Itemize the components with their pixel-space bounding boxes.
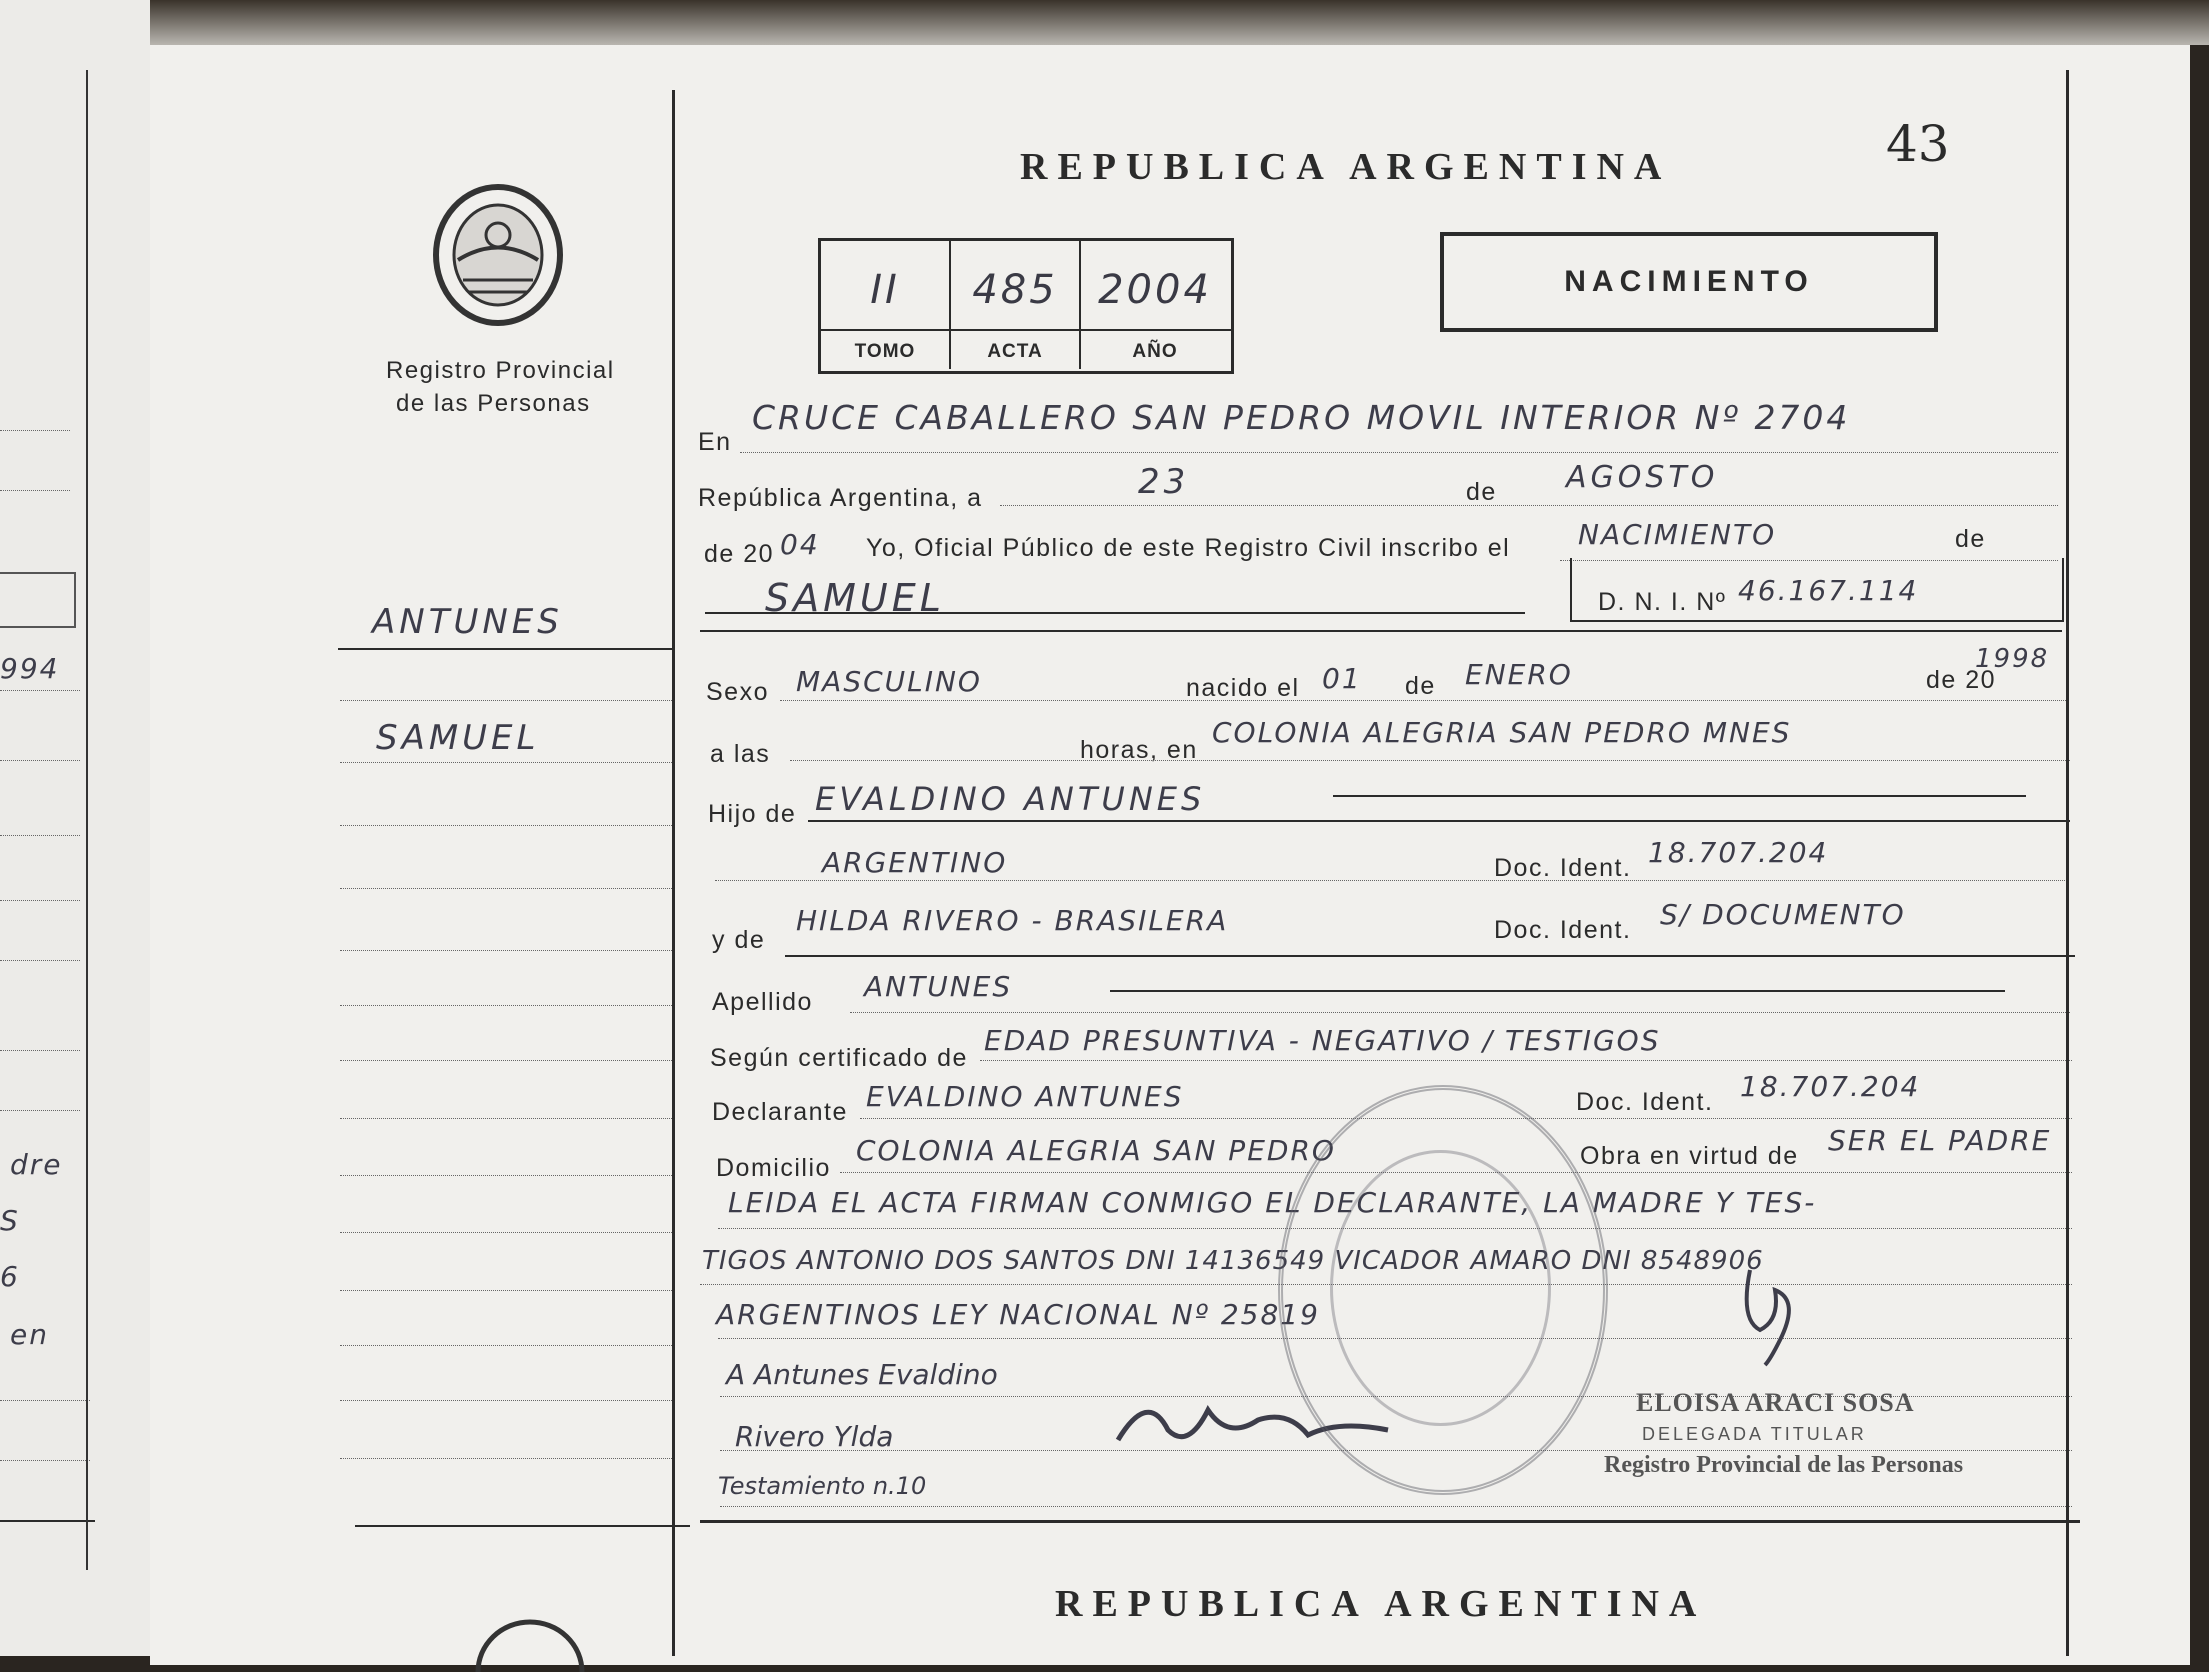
official-seal-inner	[1330, 1150, 1551, 1426]
horas-label: horas, en	[1080, 736, 1198, 764]
domicilio-label: Domicilio	[716, 1154, 831, 1182]
acta-label: ACTA	[987, 341, 1043, 362]
left-snippet-4: 6	[0, 1260, 20, 1293]
declarante-doc-value: 18.707.204	[1740, 1070, 1921, 1103]
record-type-box: NACIMIENTO	[1440, 232, 1938, 332]
margin-given-name: SAMUEL	[376, 718, 540, 758]
tomo-value: II	[870, 267, 900, 313]
background-top	[0, 0, 2209, 45]
province-crest-icon-bottom	[470, 1612, 590, 1672]
registry-line2: de las Personas	[396, 390, 591, 417]
sexo-label: Sexo	[706, 678, 769, 706]
signature-1: A Antunes Evaldino	[726, 1358, 998, 1391]
official-role: DELEGADA TITULAR	[1642, 1424, 1867, 1444]
birth-year-label: de 20	[1926, 666, 1997, 694]
mother-value: HILDA RIVERO - BRASILERA	[796, 904, 1229, 937]
father-value: EVALDINO ANTUNES	[815, 780, 1206, 818]
event-value: NACIMIENTO	[1578, 518, 1777, 551]
ano-label: AÑO	[1132, 341, 1178, 362]
year-value: 04	[780, 528, 820, 561]
en-label: En	[698, 428, 732, 456]
domicilio-value: COLONIA ALEGRIA SAN PEDRO	[856, 1134, 1336, 1167]
official-org: Registro Provincial de las Personas	[1604, 1452, 1964, 1478]
acta-value: 485	[972, 267, 1058, 313]
birth-place-value: COLONIA ALEGRIA SAN PEDRO MNES	[1212, 716, 1792, 749]
doc-label-2: Doc. Ident.	[1494, 916, 1632, 944]
nacido-label: nacido el	[1186, 674, 1300, 702]
left-snippet-5: en	[10, 1318, 49, 1351]
note-line-3: ARGENTINOS LEY NACIONAL Nº 25819	[716, 1298, 1320, 1331]
birth-year-value: 1998	[1975, 644, 2050, 674]
place-value: CRUCE CABALLERO SAN PEDRO MOVIL INTERIOR Nº 2704	[752, 398, 1851, 437]
mother-doc-value: S/ DOCUMENTO	[1660, 898, 1906, 931]
left-snippet-2: dre	[10, 1148, 63, 1181]
page-number: 43	[1886, 115, 1950, 173]
oficial-text: Yo, Oficial Público de este Registro Civil inscribo el	[866, 534, 1511, 562]
yde-label: y de	[712, 926, 766, 954]
left-snippet-3: S	[0, 1204, 20, 1237]
segun-value: EDAD PRESUNTIVA - NEGATIVO / TESTIGOS	[984, 1024, 1661, 1057]
official-name: ELOISA ARACI SOSA	[1636, 1388, 1915, 1417]
dni-value: 46.167.114	[1738, 574, 1919, 607]
father-nationality: ARGENTINO	[822, 846, 1008, 879]
de-label-1: de	[1466, 478, 1497, 506]
birth-month-value: ENERO	[1465, 658, 1573, 691]
alas-label: a las	[710, 740, 771, 768]
official-initials-icon	[1720, 1260, 1810, 1370]
obra-label: Obra en virtud de	[1580, 1142, 1799, 1170]
province-crest-icon	[428, 180, 568, 330]
doc-label-1: Doc. Ident.	[1494, 854, 1632, 882]
father-doc-value: 18.707.204	[1648, 836, 1829, 869]
declarante-label: Declarante	[712, 1098, 848, 1126]
note-line-1: LEIDA EL ACTA FIRMAN CONMIGO EL DECLARANTE, LA MADRE Y TES-	[728, 1186, 1817, 1219]
sexo-value: MASCULINO	[796, 665, 982, 698]
hijo-label: Hijo de	[708, 800, 797, 828]
left-snippet-1: 994	[0, 652, 60, 685]
ano-value: 2004	[1098, 267, 1212, 313]
day-value: 23	[1138, 462, 1190, 502]
doc-label-3: Doc. Ident.	[1576, 1088, 1714, 1116]
signature-2: Rivero Ylda	[735, 1420, 894, 1453]
registry-line1: Registro Provincial	[386, 357, 615, 384]
left-page	[0, 0, 150, 1656]
apellido-label: Apellido	[712, 988, 813, 1016]
dni-label: D. N. I. Nº	[1598, 588, 1727, 616]
signature-3: Testamiento n.10	[718, 1472, 927, 1500]
birth-day-value: 01	[1322, 662, 1362, 695]
obra-value: SER EL PADRE	[1828, 1124, 2052, 1157]
name-value: SAMUEL	[765, 576, 945, 620]
margin-surname: ANTUNES	[372, 602, 563, 642]
tomo-label: TOMO	[854, 341, 916, 362]
year-prefix: de 20	[704, 540, 775, 568]
republica-label: República Argentina, a	[698, 484, 983, 512]
header-title: REPUBLICA ARGENTINA	[1020, 146, 1672, 188]
de-label-3: de	[1405, 672, 1436, 700]
footer-title: REPUBLICA ARGENTINA	[1055, 1583, 1707, 1625]
declarante-value: EVALDINO ANTUNES	[866, 1080, 1184, 1113]
de-label-2: de	[1955, 525, 1986, 553]
month-value: AGOSTO	[1566, 460, 1719, 495]
note-line-2: TIGOS ANTONIO DOS SANTOS DNI 14136549 VICADOR AMARO DNI 8548906	[702, 1246, 1764, 1276]
record-id-box	[818, 238, 1234, 374]
segun-label: Según certificado de	[710, 1044, 968, 1072]
apellido-value: ANTUNES	[864, 970, 1013, 1003]
